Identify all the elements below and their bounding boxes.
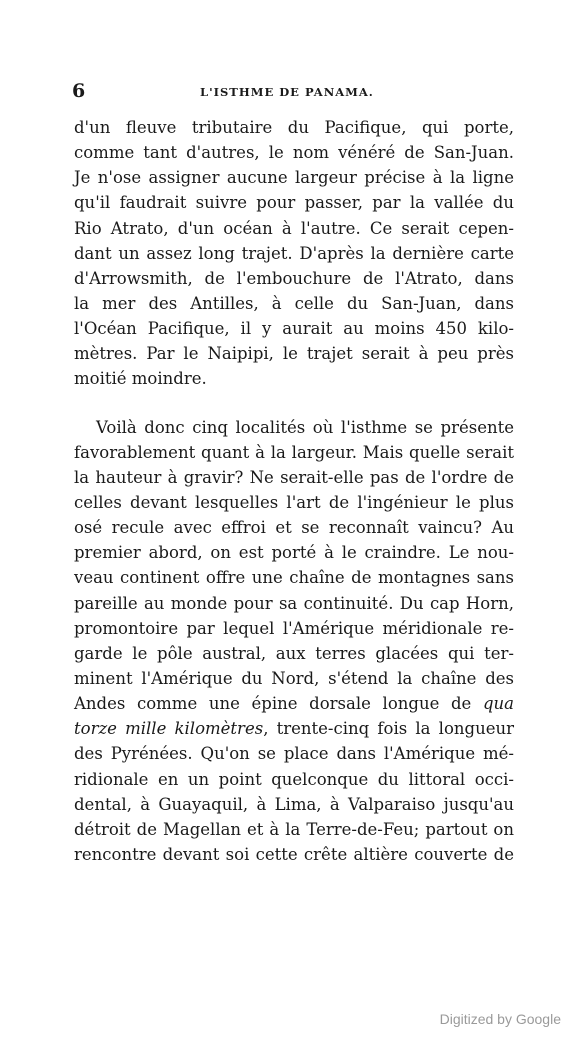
italic-fragment: qua: [482, 694, 514, 714]
text-fragment: , trente-cinq fois la longueur: [263, 719, 514, 739]
text-line: favorablement quant à la largeur. Mais quelle serait: [74, 442, 514, 462]
text-line: promontoire par lequel l'Amérique méridionale re-: [74, 618, 514, 638]
paragraph-1: [74, 115, 514, 392]
text-line: qu'il faudrait suivre pour passer, par la vallée du: [74, 193, 514, 213]
paragraph-2: [74, 415, 514, 868]
text-line: la hauteur à gravir? Ne serait-elle pas de l'ordre de: [74, 467, 514, 487]
text-line: celles devant lesquelles l'art de l'ingénieur le plus: [74, 492, 514, 512]
text-line: comme tant d'autres, le nom vénéré de San-Juan.: [74, 143, 514, 163]
text-line-mixed: [74, 691, 514, 716]
text-line: moitié moindre.: [74, 369, 207, 389]
text-line: mètres. Par le Naipipi, le trajet serait à peu près: [74, 344, 514, 364]
text-line: minent l'Amérique du Nord, s'étend la chaîne des: [74, 668, 514, 688]
text-line: dental, à Guayaquil, à Lima, à Valparaiso jusqu'au: [74, 794, 514, 814]
text-fragment: Andes comme une épine dorsale longue de: [74, 694, 483, 714]
text-line: Rio Atrato, d'un océan à l'autre. Ce serait cepen-: [74, 218, 514, 238]
running-title: L'ISTHME DE PANAMA.: [200, 85, 374, 99]
text-line: garde le pôle austral, aux terres glacées qui ter-: [74, 643, 514, 663]
text-line: ridionale en un point quelconque du littoral occi-: [74, 769, 514, 789]
text-line: des Pyrénées. Qu'on se place dans l'Amérique mé-: [74, 744, 514, 764]
italic-fragment: torze mille kilomètres: [74, 719, 264, 739]
text-line: dant un assez long trajet. D'après la dernière carte: [74, 243, 514, 263]
text-line: détroit de Magellan et à la Terre-de-Feu; partout on: [74, 819, 514, 839]
text-line: veau continent offre une chaîne de montagnes sans: [74, 568, 514, 588]
page-header: [72, 80, 508, 104]
text-line: premier abord, on est porté à le craindre. Le nou-: [74, 543, 514, 563]
text-line: Voilà donc cinq localités où l'isthme se présente: [96, 417, 514, 437]
text-line: Je n'ose assigner aucune largeur précise à la ligne: [74, 168, 514, 188]
text-line: rencontre devant soi cette crête altière couverte de: [74, 844, 514, 864]
text-line: la mer des Antilles, à celle du San-Juan, dans: [74, 293, 514, 313]
text-line: d'Arrowsmith, de l'embouchure de l'Atrato, dans: [74, 268, 514, 288]
text-line: pareille au monde pour sa continuité. Du cap Horn,: [74, 593, 514, 613]
paragraph-gap: [74, 392, 514, 415]
text-line: d'un fleuve tributaire du Pacifique, qui porte,: [74, 118, 514, 137]
digitization-watermark: Digitized by Google: [439, 1011, 561, 1027]
text-line-mixed: [74, 716, 514, 741]
page-number: 6: [72, 80, 86, 102]
text-line: l'Océan Pacifique, il y aurait au moins 450 kilo-: [74, 319, 514, 339]
text-line: osé recule avec effroi et se reconnaît vaincu? Au: [74, 518, 514, 538]
body-text: [74, 115, 514, 867]
